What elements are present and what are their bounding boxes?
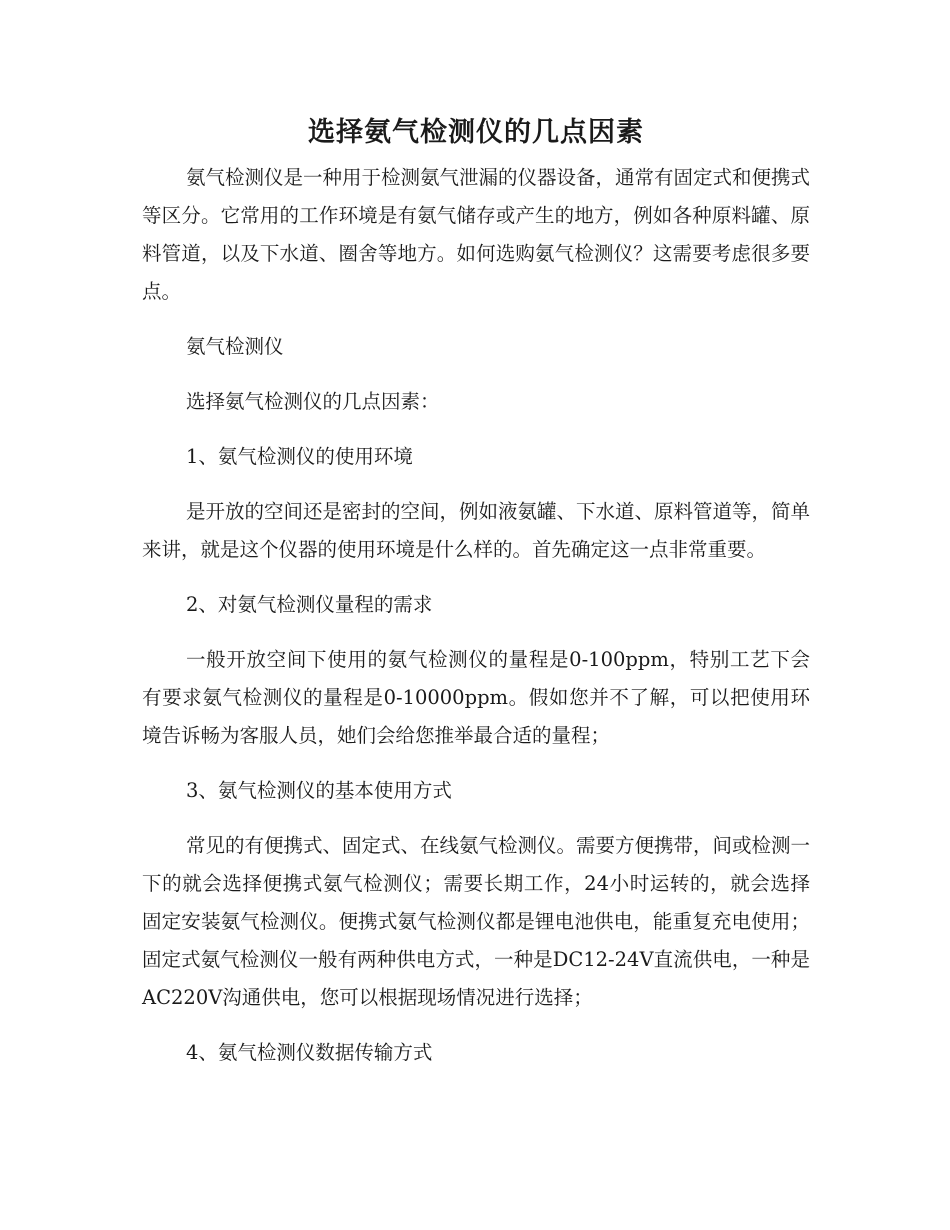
section-heading-2: 2、对氨气检测仪量程的需求 (186, 593, 433, 616)
subheading-device: 氨气检测仪 (186, 335, 284, 358)
subheading-factors: 选择氨气检测仪的几点因素： (186, 390, 440, 413)
section-body-3: 常见的有便携式、固定式、在线氨气检测仪。需要方便携带，间或检测一下的就会选择便携式氨气检测仪；需要长期工作，24小时运转的，就会选择固定安装氨气检测仪。便携式氨气检测仪都是锂电池供电，能重复充电使用；固定式氨气检测仪一般有两种供电方式，一种是DC12-24V直流供电，一种是AC220V沟通供电，您可以根据现场情况进行选择； (142, 834, 811, 1009)
section-body-1: 是开放的空间还是密封的空间，例如液氨罐、下水道、原料管道等，简单来讲，就是这个仪器的使用环境是什么样的。首先确定这一点非常重要。 (142, 500, 811, 561)
intro-paragraph: 氨气检测仪是一种用于检测氨气泄漏的仪器设备，通常有固定式和便携式等区分。它常用的工作环境是有氨气储存或产生的地方，例如各种原料罐、原料管道，以及下水道、圈舍等地方。如何选购氨气检测仪？这需要考虑很多要点。 (142, 166, 811, 303)
section-heading-3: 3、氨气检测仪的基本使用方式 (186, 779, 452, 802)
document-title: 选择氨气检测仪的几点因素 (308, 117, 644, 148)
section-heading-1: 1、氨气检测仪的使用环境 (186, 445, 413, 468)
document-page (142, 108, 810, 1072)
section-heading-4: 4、氨气检测仪数据传输方式 (186, 1041, 433, 1064)
section-body-2: 一般开放空间下使用的氨气检测仪的量程是0-100ppm，特别工艺下会有要求氨气检测仪的量程是0-10000ppm。假如您并不了解，可以把使用环境告诉畅为客服人员，她们会给您推举最合适的量程； (142, 648, 810, 747)
